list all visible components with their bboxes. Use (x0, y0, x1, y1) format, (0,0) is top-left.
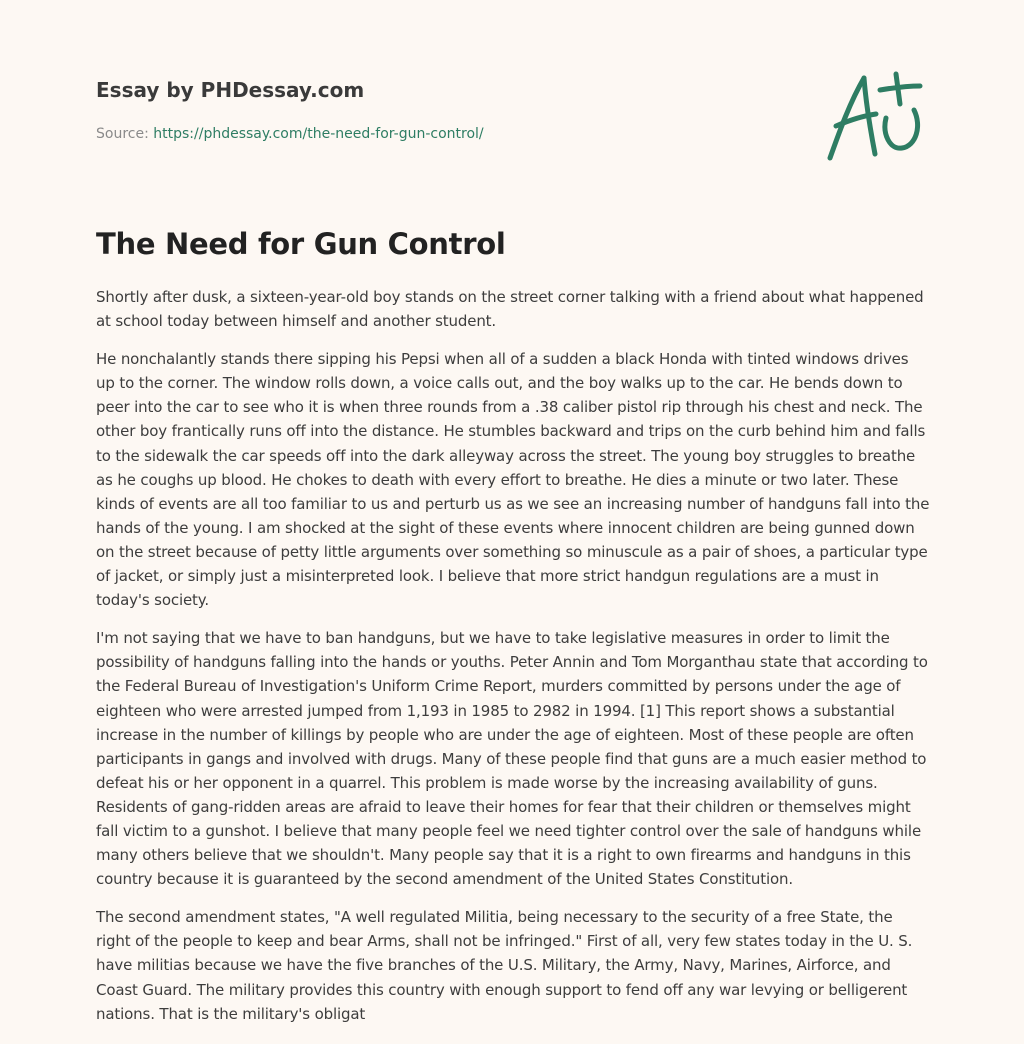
essay-paragraph: The second amendment states, "A well regulated Militia, being necessary to the security of a free State, the right of the people to keep and bear Arms, shall not be infringed." First of all, very few states today in the U. S. have militias because we have the five branches of the U.S. Military, the Army, Navy, Marines, Airforce, and Coast Guard. The military provides this country with enough support to fend off any war levying or belligerent nations. That is the military's obligat (96, 908, 913, 1023)
source-link[interactable]: https://phdessay.com/the-need-for-gun-control/ (153, 126, 484, 142)
a-plus-logo-icon (820, 64, 932, 168)
essay-paragraph: I'm not saying that we have to ban handguns, but we have to take legislative measures in order to limit the possibility of handguns falling into the hands or youths. Peter Annin and Tom Morganthau state that according to the Federal Bureau of Investigation's Uniform Crime Report, murders committed by persons under the age of eighteen who were arrested jumped from 1,193 in 1985 to 2982 in 1994. [1] This report shows a substantial increase in the number of killings by people who are under the age of eighteen. Most of these people are often participants in gangs and involved with drugs. Many of these people find that guns are a much easier method to defeat his or her opponent in a quarrel. This problem is made worse by the increasing availability of guns. Residents of gang-ridden areas are afraid to leave their homes for fear that their children or themselves might fall victim to a gunshot. I believe that many people feel we need tighter control over the sale of handguns while many others believe that we shouldn't. Many people say that it is a right to own firearms and handguns in this country because it is guaranteed by the second amendment of the United States Constitution. (96, 629, 928, 889)
essay-paragraph: Shortly after dusk, a sixteen-year-old boy stands on the street corner talking with a friend about what happened at school today between himself and another student. (96, 288, 924, 331)
essay-title: The Need for Gun Control (96, 227, 506, 261)
site-title: Essay by PHDessay.com (96, 78, 365, 102)
source-line (96, 124, 796, 144)
essay-paragraph: He nonchalantly stands there sipping his Pepsi when all of a sudden a black Honda with tinted windows drives up to the corner. The window rolls down, a voice calls out, and the boy walks up to the car. He bends down to peer into the car to see who it is when three rounds from a .38 caliber pistol rip through his chest and neck. The other boy frantically runs off into the distance. He stumbles backward and trips on the curb behind him and falls to the sidewalk the car speeds off into the dark alleyway across the street. The young boy struggles to breathe as he coughs up blood. He chokes to death with every effort to breathe. He dies a minute or two later. These kinds of events are all too familiar to us and perturb us as we see an increasing number of handguns fall into the hands of the young. I am shocked at the sight of these events where innocent children are being gunned down on the street because of petty little arguments over something so minuscule as a pair of shoes, a particular type of jacket, or simply just a misinterpreted look. I believe that more strict handgun regulations are a must in today's society. (96, 350, 930, 610)
essay-body (96, 285, 930, 1044)
source-label: Source: (96, 126, 154, 142)
essay-header (96, 76, 796, 144)
